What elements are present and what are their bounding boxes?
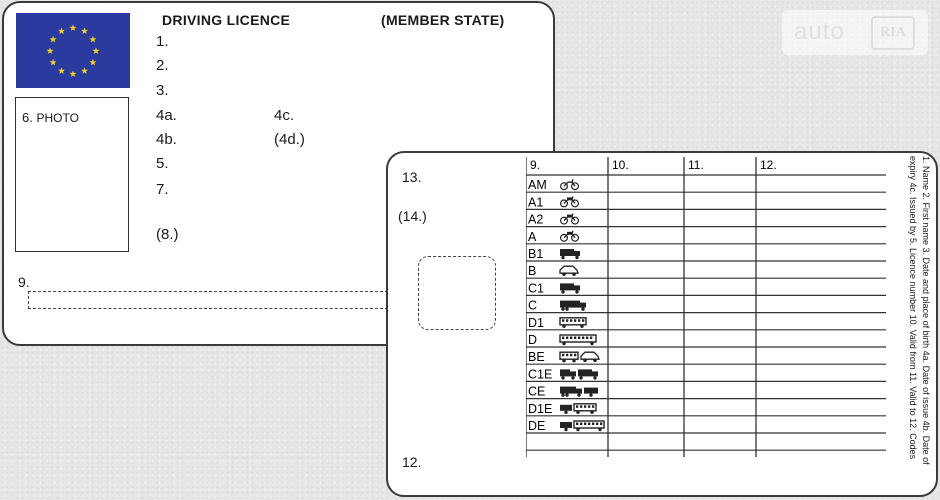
quad-icon [560,249,580,259]
motorcycle-icon [561,214,579,224]
category-code: DE [528,419,546,433]
eu-star-icon [70,24,77,31]
category-code: BE [528,350,545,365]
eu-star-icon [70,70,77,77]
watermark-badge: RIA [871,16,915,50]
chip-area [418,256,496,330]
field-7-label: 7. [156,181,169,198]
eu-star-icon [58,27,65,34]
eu-star-icon [81,27,88,34]
small-truck-icon [560,283,580,293]
field-2-label: 2. [156,57,169,74]
car-icon [560,266,578,276]
category-code: CE [528,384,546,399]
category-code: A1 [528,195,544,210]
category-code: D [528,333,538,347]
watermark-text: auto [794,18,845,45]
bus-icon [560,335,596,345]
field-3-label: 3. [156,82,169,99]
member-state-label: (MEMBER STATE) [381,12,505,28]
category-table [526,157,886,457]
category-code: C [528,298,538,313]
car-trailer-icon [560,352,599,362]
column-header: 11. [688,158,704,172]
minibus-icon [560,318,586,328]
category-code: C1 [528,281,544,296]
category-code: B1 [528,247,544,261]
photo-box [15,97,129,252]
field-12-label: 12. [402,454,422,470]
field-4c-label: 4c. [274,107,295,124]
field-5-label: 5. [156,155,169,172]
eu-star-icon [93,47,100,54]
field-legend [902,156,932,494]
category-code: AM [528,178,547,193]
eu-stars-icon [16,13,130,88]
legend-line-1: 1. Name 2. First name 3. Date and place of birth 4a. Date of issue 4b. Date of [921,156,931,465]
category-code: C1E [528,367,553,382]
bus-trailer-icon [560,421,604,431]
licence-title: DRIVING LICENCE [162,12,291,28]
eu-star-icon [50,36,57,43]
truck-icon [560,301,586,311]
column-header: 12. [760,158,777,172]
column-header: 9. [530,158,541,172]
legend-line-2: expiry 4c. Issued by 5. Licence number 10. Valid from 11. Valid to 12. Codes [908,156,918,460]
field-4a-label: 4a. [156,107,177,124]
motorcycle-icon [561,196,579,206]
category-code: A2 [528,212,544,227]
field-9-dashed-area [28,291,388,309]
truck-trailer-icon [560,387,598,397]
eu-star-icon [58,67,65,74]
eu-flag-icon [16,13,130,88]
moped-icon [561,179,579,189]
field-9-label: 9. [18,274,30,290]
field-8-label: (8.) [156,226,179,243]
category-code: B [528,264,537,279]
category-code: D1E [528,401,553,416]
motorcycle-icon [561,231,579,241]
photo-label: PHOTO [36,111,79,125]
eu-star-icon [81,67,88,74]
category-code: A [528,229,537,244]
field-4b-label: 4b. [156,131,177,148]
minibus-trailer-icon [560,404,596,414]
field-1-label: 1. [156,33,169,50]
photo-number: 6. [22,110,33,125]
category-code: D1 [528,315,544,330]
small-truck-trailer-icon [560,369,598,379]
licence-back-card [386,151,938,497]
column-header: 10. [612,158,629,172]
field-13-label: 13. [402,169,422,185]
eu-star-icon [89,36,96,43]
field-4d-label: (4d.) [274,131,305,148]
eu-star-icon [89,59,96,66]
field-14-label: (14.) [398,208,427,224]
eu-star-icon [50,59,57,66]
eu-star-icon [47,47,54,54]
auto-ria-watermark [782,10,928,55]
